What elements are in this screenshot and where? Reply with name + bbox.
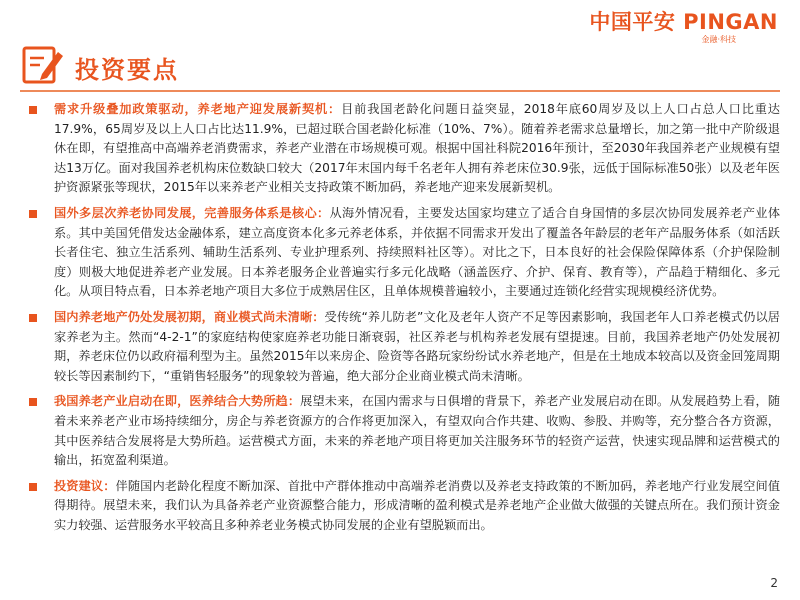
page-number: 2 (770, 576, 778, 590)
paragraph-body: 伴随国内老龄化程度不断加深、首批中产群体推动中高端养老消费以及养老支持政策的不断加码，养老地产行业发展空间值得期待。展望未来，我们认为具备养老产业资源整合能力，形成清晰的盈利模式是养老地产企业做大做强的关键点所在。我们预计资金实力较强、运营服务水平较高且多种养老业务模式协同发展的企业有望脱颖而出。 (54, 478, 781, 532)
logo-main-text: 中国平安 PINGAN (589, 10, 778, 34)
paragraph-lead: 投资建议： (54, 478, 116, 493)
paragraph-body: 目前我国老龄化问题日益突显，2018年底60周岁及以上人口占总人口比重达17.9%，65周岁及以上人口占比达11.9%，已超过联合国老龄化标准（10%、7%）。随着养老需求总量增长，加之第一批中产阶级退休在即，有望推高中高端养老消费需求，养老产业潜在市场规模可观。根据中国社科院2016年预计，至2030年我国养老产业规模有望达13万亿。面对我国养老机构床位数缺口较大（2017年末国内每千名老年人拥有养老床位30.9张，远低于国际标准50张）以及老年医护资源紧张等现状，2015年以来养老产业相关支持政策不断加码，养老地产迎来发展新契机。 (54, 102, 780, 195)
paragraph-lead: 我国养老产业启动在即，医养结合大势所趋： (54, 394, 301, 409)
square-bullet-icon (29, 106, 37, 114)
square-bullet-icon (29, 398, 37, 406)
list-item (20, 308, 780, 386)
title-divider (20, 90, 780, 92)
paragraph-lead: 国内养老地产仍处发展初期，商业模式尚未清晰： (54, 309, 325, 324)
page-title: 投资要点 (75, 55, 179, 84)
paragraph-body: 受传统“养儿防老”文化及老年人资产不足等因素影响，我国老年人口养老模式仍以居家养老为主。然而“4-2-1”的家庭结构使家庭养老功能日渐衰弱，社区养老与机构养老发展有望提速。目前，我国养老地产仍处发展初期，养老床位仍以政府福利型为主。虽然2015年以来房企、险资等各路玩家纷纷试水养老地产，但是在土地成本较高以及资金回笼周期较长等因素制约下，“重销售轻服务”的现象较为普遍，绝大部分企业商业模式尚未清晰。 (54, 309, 780, 383)
list-item (20, 100, 780, 198)
paragraph-body: 从海外情况看，主要发达国家均建立了适合自身国情的多层次协同发展养老产业体系。其中美国凭借发达金融体系，建立高度资本化多元养老体系，并依据不同需求开发出了覆盖各年龄层的老年产品服务体系（如活跃长者住宅、独立生活系列、辅助生活系列、专业护理系列、持续照料社区等）。对比之下，日本良好的社会保险保障体系（介护保险制度）则极大地促进养老产业发展。日本养老服务企业普遍实行多元化战略（涵盖医疗、介护、保育、教育等），产品趋于精细化、多元化。从项目特点看，日本养老地产项目大多位于成熟居住区，且单体规模普遍较小，主要通过连锁化经营实现规模经济优势。 (54, 205, 781, 299)
investment-points-list (20, 100, 780, 541)
paragraph-lead: 国外多层次养老协同发展，完善服务体系是核心： (54, 205, 330, 220)
list-item (20, 392, 780, 470)
paragraph-lead: 需求升级叠加政策驱动，养老地产迎发展新契机： (54, 102, 342, 116)
pingan-logo (589, 10, 778, 45)
square-bullet-icon (29, 314, 37, 322)
list-item (20, 204, 780, 302)
pencil-note-icon (20, 42, 66, 88)
paragraph-body: 展望未来，在国内需求与日俱增的背景下，养老产业发展启动在即。从发展趋势上看，随着未来养老产业市场持续细分，房企与养老资源方的合作将更加深入，有望双向合作共建、收购、参股、并购等，充分整合各方资源，其中医养结合发展将是大势所趋。运营模式方面，未来的养老地产项目将更加关注服务环节的轻资产运营，快速实现品牌和运营模式的输出，拓宽盈利渠道。 (54, 394, 781, 468)
square-bullet-icon (29, 210, 37, 218)
list-item (20, 477, 780, 536)
square-bullet-icon (29, 483, 37, 491)
logo-tagline: 金融·科技 (701, 35, 736, 44)
